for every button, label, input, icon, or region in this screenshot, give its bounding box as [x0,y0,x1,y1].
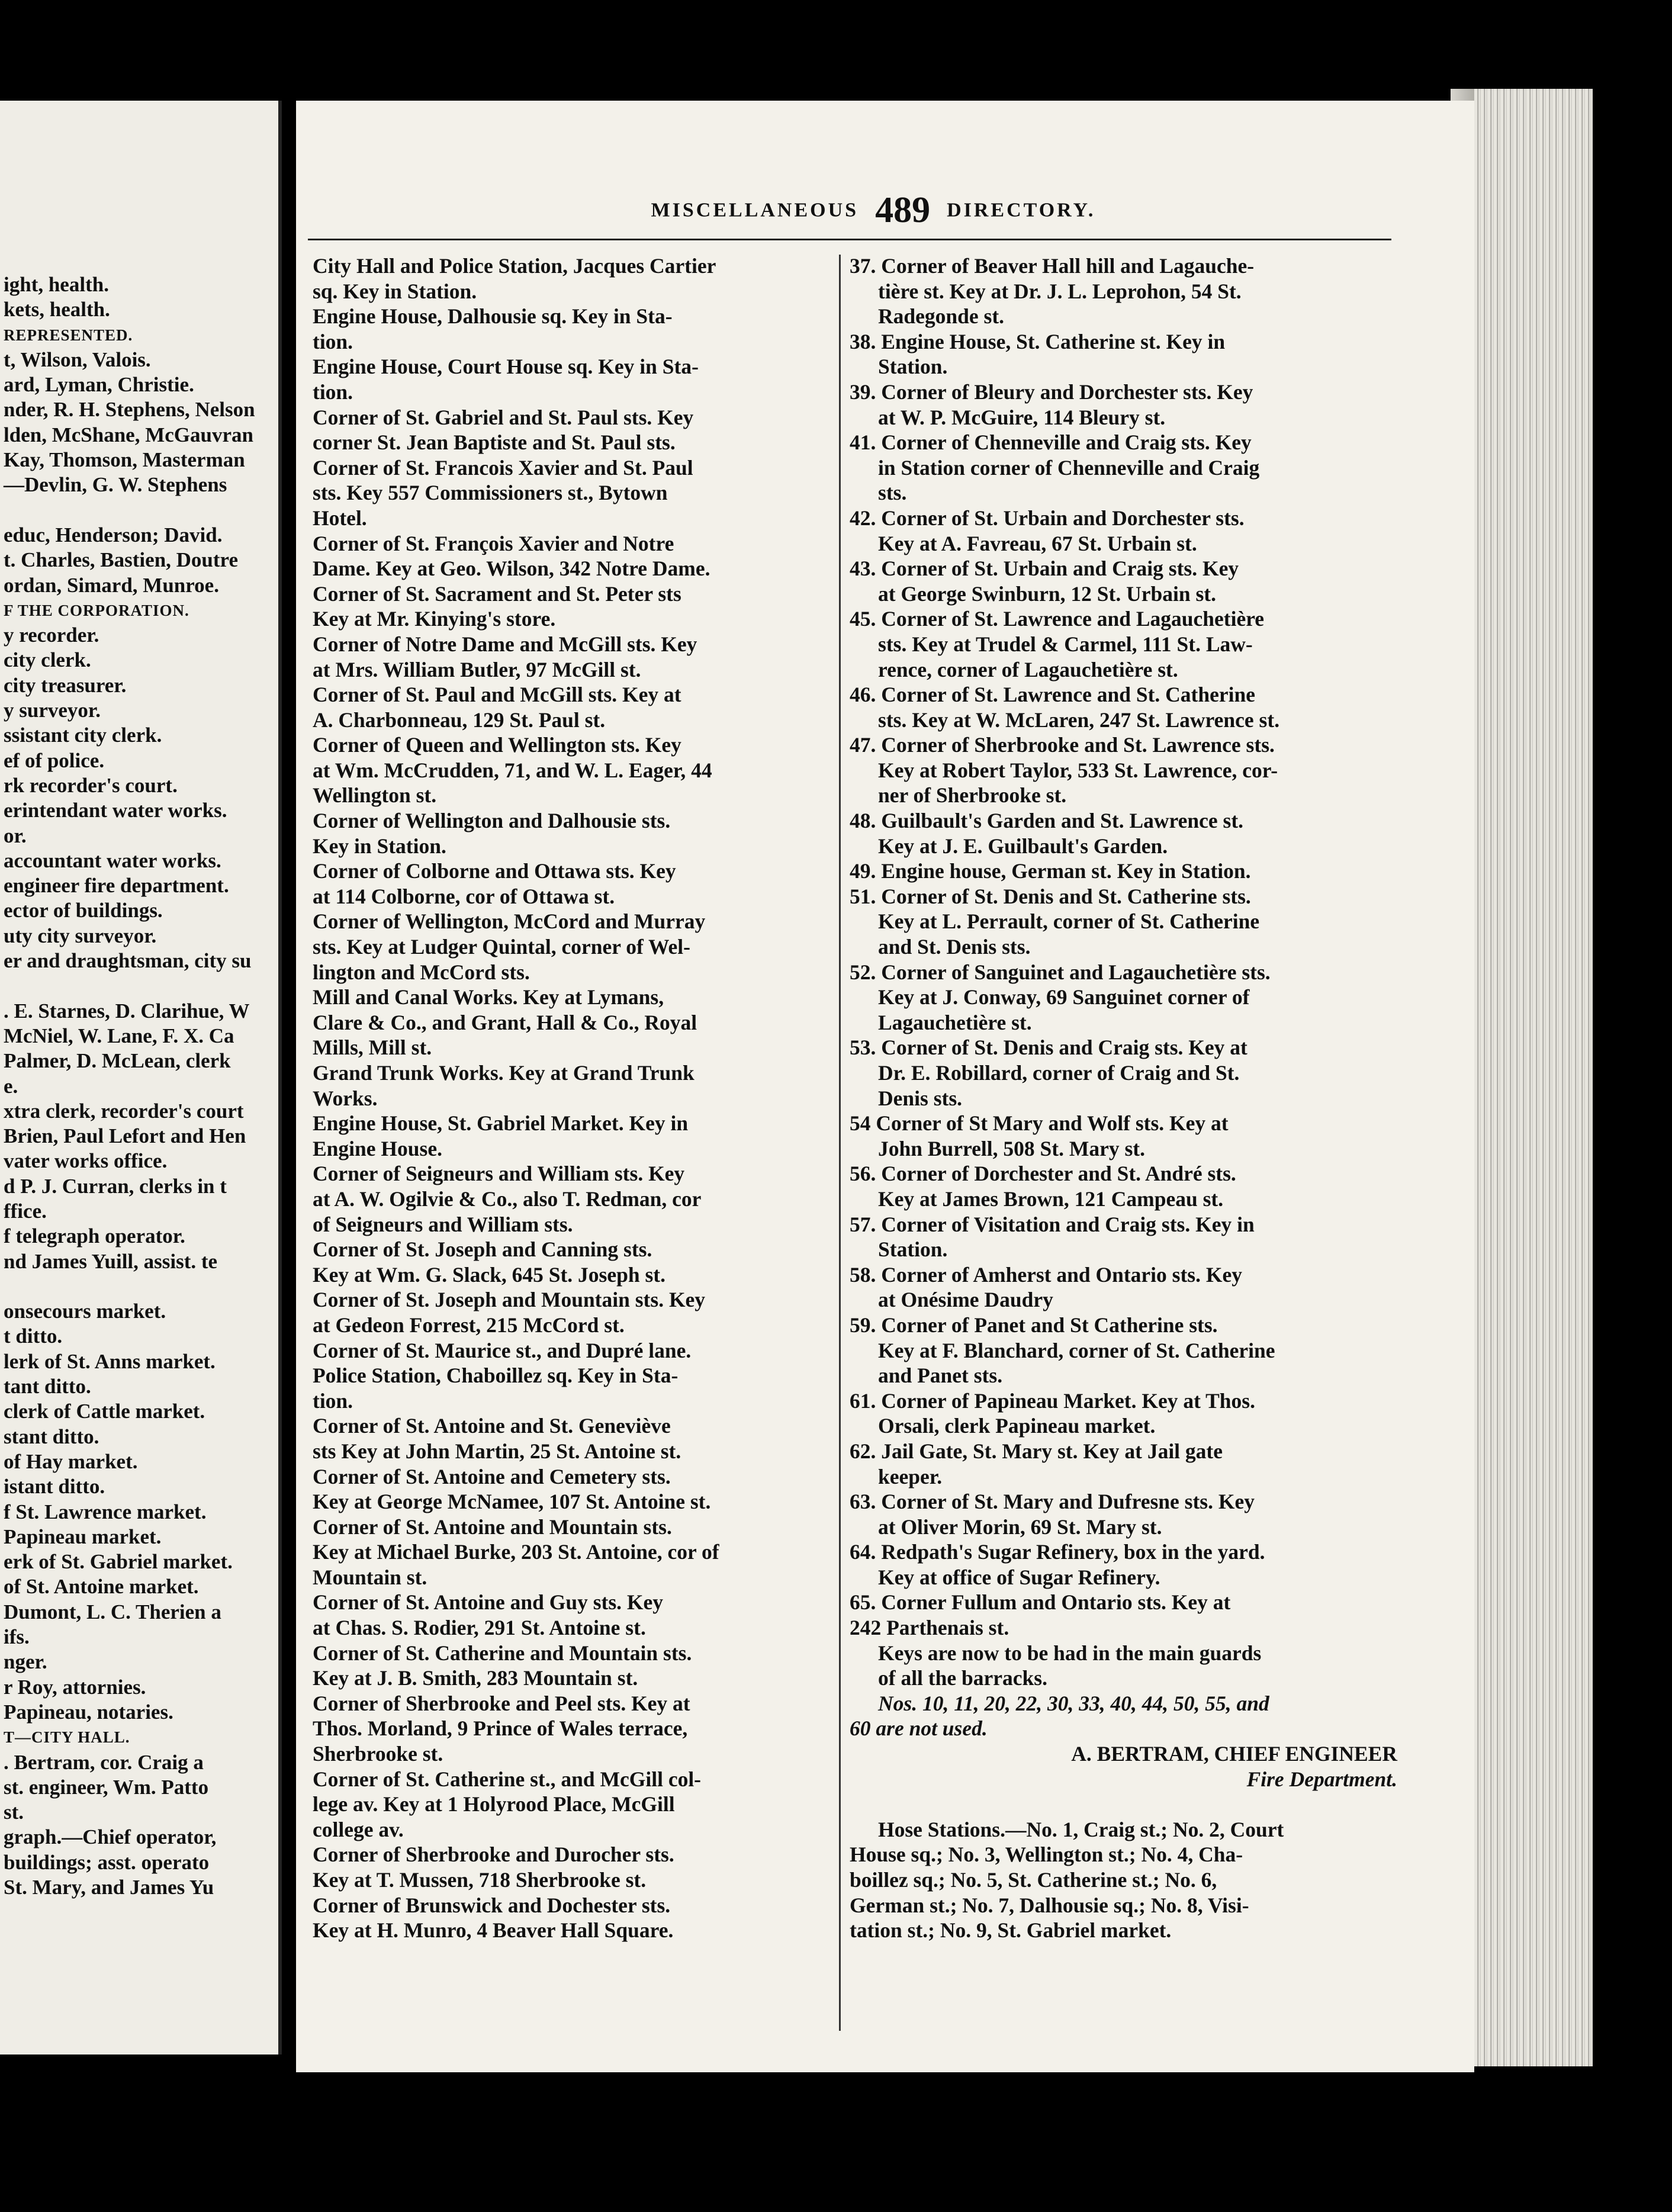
left-page-line: f St. Lawrence market. [4,1500,207,1523]
right-column-line: tière st. Key at Dr. J. L. Leprohon, 54 St. [878,279,1242,303]
right-column-line: Dr. E. Robillard, corner of Craig and St. [878,1061,1240,1085]
left-page-line: nd James Yuill, assist. te [4,1249,218,1273]
left-page-line [4,973,282,998]
left-page-line: rk recorder's court. [4,773,178,797]
left-column-line: at Chas. S. Rodier, 291 St. Antoine st. [313,1616,646,1640]
left-page-line: clerk of Cattle market. [4,1400,205,1423]
left-page-line: nder, R. H. Stephens, Nelson [4,398,255,422]
right-column-line: John Burrell, 508 St. Mary st. [878,1136,1145,1160]
left-column-line: Sherbrooke st. [313,1742,443,1766]
left-column-line: City Hall and Police Station, Jacques Cartier [313,254,716,278]
left-column-line: Corner of St. Antoine and Guy sts. Key [313,1590,664,1615]
left-page-line: lerk of St. Anns market. [4,1349,216,1373]
right-column-line: 63. Corner of St. Mary and Dufresne sts. Key [850,1490,1255,1514]
right-column-line: Nos. 10, 11, 20, 22, 30, 33, 40, 44, 50, 55, and [878,1691,1269,1715]
right-column-line: 39. Corner of Bleury and Dorchester sts. Key [850,380,1253,404]
left-column-line: Corner of Sherbrooke and Durocher sts. [313,1843,674,1867]
left-column-line: Hotel. [313,506,367,530]
left-page-line: lden, McShane, McGauvran [4,423,253,446]
right-column-line: of all the barracks. [878,1666,1047,1690]
left-column-line: Corner of Sherbrooke and Peel sts. Key at [313,1691,690,1715]
right-column-line: 51. Corner of St. Denis and St. Catherine sts. [850,884,1251,908]
left-page-line: Papineau market. [4,1525,162,1548]
right-column-line: 242 Parthenais st. [850,1616,1009,1640]
right-column-line: Key at James Brown, 121 Campeau st. [878,1187,1224,1211]
right-column-line: 65. Corner Fullum and Ontario sts. Key at [850,1590,1231,1615]
left-page-line: st. [4,1801,24,1824]
left-page-line: educ, Henderson; David. [4,523,223,546]
left-column-line: Thos. Morland, 9 Prince of Wales terrace, [313,1716,688,1741]
left-column-line: Corner of Notre Dame and McGill sts. Key [313,632,697,656]
left-column-line: Corner of St. Catherine st., and McGill col- [313,1767,702,1791]
left-page-line: nger. [4,1650,47,1674]
left-column-line: Grand Trunk Works. Key at Grand Trunk [313,1061,694,1085]
right-column-line: Hose Stations.—No. 1, Craig st.; No. 2, Court [878,1817,1284,1841]
right-column-line: 62. Jail Gate, St. Mary st. Key at Jail gate [850,1439,1223,1463]
left-page-line: y recorder. [4,623,99,647]
right-column-line: A. BERTRAM, CHIEF ENGINEER [1071,1742,1397,1766]
right-column-line: Station. [878,1237,948,1262]
running-head-right: DIRECTORY. [947,199,1096,221]
right-column-line: 48. Guilbault's Garden and St. Lawrence st. [850,809,1244,833]
left-page-line: er and draughtsman, city su [4,949,252,973]
left-page-line: T—CITY HALL. [4,1728,130,1747]
right-column-line: 54 Corner of St Mary and Wolf sts. Key at [850,1111,1229,1136]
left-page-line: ffice. [4,1199,47,1223]
right-column-line: 52. Corner of Sanguinet and Lagauchetière sts. [850,960,1271,984]
left-page-line: or. [4,824,27,847]
left-page-line: city clerk. [4,648,91,672]
right-column-line: German st.; No. 7, Dalhousie sq.; No. 8, Visi- [850,1893,1249,1917]
left-page-line: f telegraph operator. [4,1224,185,1248]
right-column-line: Key at A. Favreau, 67 St. Urbain st. [878,531,1197,555]
right-column-line: House sq.; No. 3, Wellington st.; No. 4, Cha- [850,1843,1243,1867]
left-column-line: Corner of St. Francois Xavier and St. Paul [313,455,693,480]
left-column-line: of Seigneurs and William sts. [313,1212,573,1236]
right-column-line: 37. Corner of Beaver Hall hill and Lagauche- [850,254,1255,278]
left-page-line: stant ditto. [4,1425,99,1448]
right-column-line: Key at office of Sugar Refinery. [878,1565,1160,1589]
left-page-line: t ditto. [4,1324,63,1348]
header-rule [308,239,1391,240]
left-column-line: Corner of St. Joseph and Canning sts. [313,1237,652,1262]
left-page-line: —Devlin, G. W. Stephens [4,473,227,497]
left-page-line: ifs. [4,1625,30,1649]
right-column-line: at George Swinburn, 12 St. Urbain st. [878,581,1216,606]
left-column-line: Corner of St. Antoine and Cemetery sts. [313,1464,671,1488]
right-column-line: 42. Corner of St. Urbain and Dorchester sts. [850,506,1245,530]
left-column-line: Engine House, Dalhousie sq. Key in Sta- [313,304,673,329]
left-column-line: Mill and Canal Works. Key at Lymans, [313,985,664,1009]
right-column-line: keeper. [878,1464,943,1488]
left-page-line: ef of police. [4,748,105,772]
left-column-line: Corner of St. Catherine and Mountain sts. [313,1641,692,1665]
right-column-line: rence, corner of Lagauchetière st. [878,657,1178,681]
right-column-line: Key at J. E. Guilbault's Garden. [878,834,1168,858]
left-column-line: Corner of St. Antoine and Mountain sts. [313,1515,672,1539]
left-column-line: college av. [313,1817,404,1841]
right-column-line: Radegonde st. [878,304,1005,329]
left-page-line: city treasurer. [4,673,127,697]
right-column-line: Key at Robert Taylor, 533 St. Lawrence, cor- [878,758,1278,782]
right-column-line: 46. Corner of St. Lawrence and St. Catherine [850,683,1255,707]
left-column-line: Mountain st. [313,1565,427,1589]
left-column-line: sts. Key at Ludger Quintal, corner of Wel- [313,935,690,959]
right-column-line: Fire Department. [1246,1767,1397,1791]
left-column-line: tion. [313,329,353,353]
left-column-line: sts. Key 557 Commissioners st., Bytown [313,481,668,505]
right-column-line: 43. Corner of St. Urbain and Craig sts. Key [850,557,1239,581]
right-column-line: at Onésime Daudry [878,1288,1053,1312]
right-column-line: 49. Engine house, German st. Key in Station. [850,859,1251,883]
right-column-line: 41. Corner of Chenneville and Craig sts. Key [850,430,1252,455]
left-page-line [4,1274,282,1299]
left-column-line: at Mrs. William Butler, 97 McGill st. [313,657,641,681]
left-column-line: Engine House, St. Gabriel Market. Key in [313,1111,689,1136]
left-column-line: Engine House. [313,1136,442,1160]
right-column-line: Lagauchetière st. [878,1010,1032,1034]
left-page-line: r Roy, attornies. [4,1675,146,1699]
right-column-line: ner of Sherbrooke st. [878,783,1067,808]
left-column-line: Key in Station. [313,834,446,858]
left-page-line: engineer fire department. [4,874,229,898]
left-page-line: Papineau, notaries. [4,1700,173,1724]
left-column-line: A. Charbonneau, 129 St. Paul st. [313,708,606,732]
left-column-line: lington and McCord sts. [313,960,530,984]
right-column-line: at Oliver Morin, 69 St. Mary st. [878,1515,1162,1539]
right-column-line: sts. [878,481,907,505]
right-column-line: 45. Corner of St. Lawrence and Lagauchetière [850,607,1265,631]
left-page-line: onsecours market. [4,1300,166,1323]
left-column-line: Wellington st. [313,783,437,808]
left-page-line: xtra clerk, recorder's court [4,1099,244,1123]
left-column-line: Corner of St. Antoine and St. Geneviève [313,1414,671,1438]
left-page-line: ordan, Simard, Munroe. [4,573,219,597]
left-column-line: tion. [313,380,353,404]
right-column-line: 57. Corner of Visitation and Craig sts. Key in [850,1212,1255,1236]
left-column-line: Key at Mr. Kinying's store. [313,607,556,631]
left-column-line: Corner of Wellington, McCord and Murray [313,909,706,934]
left-column [313,253,834,1943]
left-column-line: Engine House, Court House sq. Key in Sta- [313,355,699,379]
running-head-left: MISCELLANEOUS [651,199,859,221]
left-column-line: corner St. Jean Baptiste and St. Paul sts. [313,430,676,455]
running-head [296,189,1451,232]
page-edges [1474,89,1593,2066]
left-column-line: at A. W. Ogilvie & Co., also T. Redman, cor [313,1187,702,1211]
left-page-line: Kay, Thomson, Masterman [4,448,245,472]
right-column-line: sts. Key at W. McLaren, 247 St. Lawrence st. [878,708,1280,732]
right-column-line: 60 are not used. [850,1716,988,1741]
left-column-line: Key at George McNamee, 107 St. Antoine st. [313,1490,711,1514]
left-page-line: Dumont, L. C. Therien a [4,1600,221,1623]
right-column-line: tation st.; No. 9, St. Gabriel market. [850,1918,1172,1943]
right-column-line: and Panet sts. [878,1364,1003,1388]
left-page-line: t, Wilson, Valois. [4,348,151,371]
left-page-line: F THE CORPORATION. [4,601,189,619]
left-column-line: Key at J. B. Smith, 283 Mountain st. [313,1666,638,1690]
left-column-line: Corner of St. Gabriel and St. Paul sts. Key [313,405,694,429]
left-page-line: of St. Antoine market. [4,1575,199,1599]
left-page-line: t. Charles, Bastien, Doutre [4,548,238,572]
left-page-line: kets, health. [4,298,110,321]
left-page-line: of Hay market. [4,1449,138,1473]
main-page [296,101,1474,2072]
left-page-line: d P. J. Curran, clerks in t [4,1174,227,1198]
left-column-line: Police Station, Chaboillez sq. Key in Sta- [313,1364,679,1388]
left-column-line: Corner of Queen and Wellington sts. Key [313,733,681,757]
right-column-line: and St. Denis sts. [878,935,1031,959]
left-column-line: Corner of St. Paul and McGill sts. Key at [313,683,681,707]
left-page-line: REPRESENTED. [4,326,133,344]
right-column-line: Keys are now to be had in the main guards [878,1641,1262,1665]
left-facing-page [0,101,282,2055]
column-rule [839,255,841,2031]
left-page-line: erk of St. Gabriel market. [4,1550,233,1574]
left-page-line: vater works office. [4,1149,168,1173]
right-column-line: 47. Corner of Sherbrooke and St. Lawrence sts. [850,733,1275,757]
left-column-line: Corner of Brunswick and Dochester sts. [313,1893,671,1917]
right-column-line: 59. Corner of Panet and St Catherine sts. [850,1313,1218,1337]
right-column-line: 64. Redpath's Sugar Refinery, box in the yard. [850,1540,1265,1564]
left-page-line: y surveyor. [4,699,101,722]
left-page-line: st. engineer, Wm. Patto [4,1775,209,1799]
left-column-line: at Wm. McCrudden, 71, and W. L. Eager, 44 [313,758,712,782]
left-page-line: ight, health. [4,273,109,296]
right-column-line: in Station corner of Chenneville and Craig [878,455,1260,480]
left-page-line: istant ditto. [4,1475,105,1499]
left-column-line: at 114 Colborne, cor of Ottawa st. [313,884,615,908]
right-column-line: Key at L. Perrault, corner of St. Catherine [878,909,1260,934]
right-column-line: Orsali, clerk Papineau market. [878,1414,1156,1438]
right-column-line: Denis sts. [878,1086,963,1110]
right-column-line: Key at J. Conway, 69 Sanguinet corner of [878,985,1250,1009]
left-column-line: Key at H. Munro, 4 Beaver Hall Square. [313,1918,674,1943]
left-page-line: St. Mary, and James Yu [4,1876,214,1899]
left-page-line: ard, Lyman, Christie. [4,373,194,397]
left-column-line: Clare & Co., and Grant, Hall & Co., Royal [313,1010,697,1034]
right-column-line: Key at F. Blanchard, corner of St. Catherine [878,1338,1275,1362]
left-column-line: tion. [313,1388,353,1413]
left-column-line: Corner of St. Joseph and Mountain sts. Key [313,1288,706,1312]
left-page-line: . E. Starnes, D. Clarihue, W [4,999,250,1023]
left-page-line: McNiel, W. Lane, F. X. Ca [4,1024,234,1047]
left-page-line [4,498,282,523]
right-column-line: 38. Engine House, St. Catherine st. Key in [850,329,1226,353]
left-column-line: Dame. Key at Geo. Wilson, 342 Notre Dame. [313,557,710,581]
left-column-line: Corner of St. Maurice st., and Dupré lane. [313,1338,692,1362]
left-page-line: accountant water works. [4,848,221,872]
left-column-line: Mills, Mill st. [313,1036,432,1060]
left-column-line: Corner of St. Sacrament and St. Peter sts [313,581,681,606]
right-column-line: 53. Corner of St. Denis and Craig sts. Key at [850,1036,1247,1060]
left-page-text [4,272,282,1900]
right-column-line: 58. Corner of Amherst and Ontario sts. Key [850,1262,1242,1287]
left-page-line: Palmer, D. McLean, clerk [4,1049,231,1073]
right-column-line: 56. Corner of Dorchester and St. André sts. [850,1162,1236,1186]
right-column-line: Station. [878,355,948,379]
left-column-line: lege av. Key at 1 Holyrood Place, McGill [313,1792,675,1816]
right-column [850,253,1397,1943]
left-page-line: . Bertram, cor. Craig a [4,1750,204,1774]
left-column-line: Corner of Seigneurs and William sts. Key [313,1162,685,1186]
left-column-line: Corner of St. François Xavier and Notre [313,531,674,555]
left-column-line: Corner of Colborne and Ottawa sts. Key [313,859,676,883]
left-column-line: at Gedeon Forrest, 215 McCord st. [313,1313,625,1337]
left-page-line: buildings; asst. operato [4,1850,210,1874]
left-page-line: e. [4,1074,18,1098]
left-page-line: graph.—Chief operator, [4,1825,217,1849]
page-number: 489 [875,190,931,230]
left-page-line: tant ditto. [4,1375,91,1398]
left-column-line: Corner of Wellington and Dalhousie sts. [313,809,671,833]
left-column-line: sq. Key in Station. [313,279,477,303]
left-page-line: Brien, Paul Lefort and Hen [4,1124,246,1148]
left-page-line: erintendant water works. [4,799,227,822]
right-column-line: boillez sq.; No. 5, St. Catherine st.; No. 6, [850,1868,1217,1892]
right-column-line: sts. Key at Trudel & Carmel, 111 St. Law- [878,632,1253,656]
right-column-line: 61. Corner of Papineau Market. Key at Thos. [850,1388,1255,1413]
left-column-line: Key at Wm. G. Slack, 645 St. Joseph st. [313,1262,665,1287]
left-page-line: ector of buildings. [4,899,163,922]
left-page-line: uty city surveyor. [4,924,157,947]
right-column-line [850,1792,1397,1817]
left-column-line: sts Key at John Martin, 25 St. Antoine st. [313,1439,681,1463]
left-column-line: Works. [313,1086,378,1110]
left-page-line: ssistant city clerk. [4,724,162,747]
left-column-line: Key at Michael Burke, 203 St. Antoine, cor of [313,1540,719,1564]
right-column-line: at W. P. McGuire, 114 Bleury st. [878,405,1166,429]
left-column-line: Key at T. Mussen, 718 Sherbrooke st. [313,1868,647,1892]
